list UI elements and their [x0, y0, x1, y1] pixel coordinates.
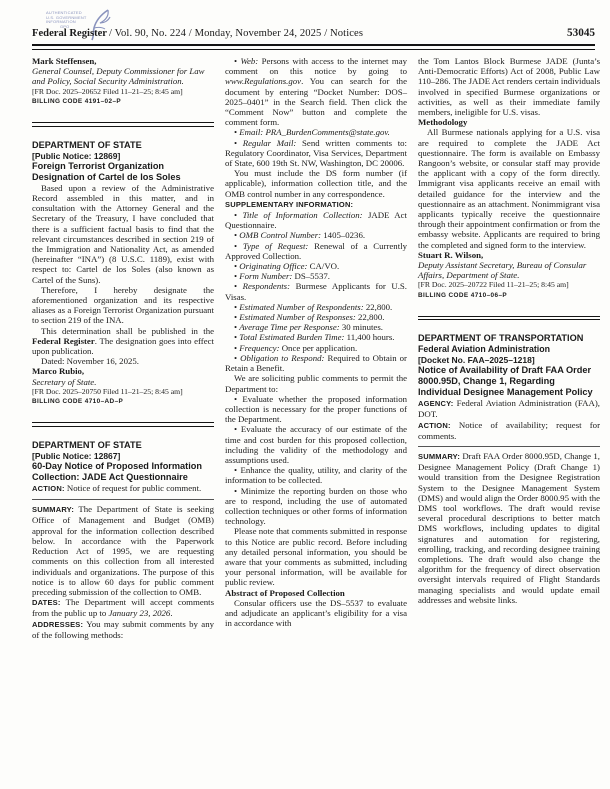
column-left [32, 56, 214, 640]
paragraph: All Burmese nationals applying for a U.S. visa are required to complete the JADE Act questionnaire. The form is available on Embassy Rangoon’s website, or consular staff may provide the applicant with a copy of the form directly. Immigrant visa applicants receive an email with detailed guidance for the interview and the questionnaire as an attachment. Nonimmigrant visa applicants typically receive the questionnaire through their appointment confirmation or from the embassy website. Applicants are required to bring the completed and signed form to the interview. [418, 127, 600, 250]
thin-rule [32, 499, 214, 500]
volume-date-line: / Vol. 90, No. 224 / Monday, November 24, 2025 / Notices [109, 28, 364, 39]
field-label: DATES: [32, 598, 61, 608]
billing-code: BILLING CODE 4710–AD–P [32, 398, 124, 406]
paragraph: • Enhance the quality, utility, and clarity of the information to be collected. [225, 465, 407, 486]
paragraph: • Minimize the reporting burden on those who are to respond, including the use of automated collection techniques or other forms of information technology. [225, 485, 407, 527]
billing-code: BILLING CODE 4710–06–P [418, 291, 508, 299]
subheading: Abstract of Proposed Collection [225, 587, 345, 598]
paragraph: • Title of Information Collection: JADE Act Questionnaire. [225, 210, 408, 231]
signature-title: Secretary of State. [32, 376, 97, 387]
signature-name: Stuart R. Wilson, [418, 249, 484, 260]
paragraph: We are soliciting public comments to permit the Department to: [225, 373, 407, 394]
gpo-logo-text: AUTHENTICATED U.S. GOVERNMENT INFORMATION GPO [46, 10, 87, 29]
labeled-paragraph [225, 199, 407, 210]
section-rule [32, 422, 214, 427]
publication-title: Federal Register [32, 28, 108, 39]
field-label: SUMMARY: [418, 451, 461, 461]
page-number: 53045 [567, 27, 595, 39]
column-middle [225, 56, 407, 640]
department-heading: DEPARTMENT OF STATE [32, 439, 142, 450]
labeled-paragraph: DATES: The Department will accept comments from the public up to January 23, 2026. [32, 597, 214, 619]
field-label: AGENCY: [418, 399, 454, 409]
section-rule [32, 122, 214, 127]
paragraph: • OMB Control Number: 1405–0236. [234, 230, 366, 241]
paragraph: Based upon a review of the Administrative Record assembled in this matter, and in consultation with the Attorney General and the Secretary of the Treasury, I have concluded that there is a sufficient factual basis to find that the relevant circumstances described in section 219 of the Immigration and Nationality Act, as amended (hereinafter “INA”) (8 U.S.C. 1189), exist with respect to: Cartel de los Soles (also known as Cartel of the Suns). [32, 182, 214, 285]
paragraph: • Email: PRA_BurdenComments@state.gov. [234, 127, 390, 138]
paragraph: • Estimated Number of Responses: 22,800. [234, 312, 385, 323]
signature-name: Marco Rubio, [32, 366, 85, 377]
field-label: ADDRESSES: [32, 619, 84, 629]
department-heading: DEPARTMENT OF STATE [32, 139, 142, 150]
paragraph: • Originating Office: CA/VO. [234, 261, 340, 272]
notice-title: Foreign Terrorist Organization Designation of Cartel de los Soles [32, 160, 181, 182]
notice-title: Notice of Availability of Draft FAA Order 8000.95D, Change 1, Regarding Individual Designee Management Policy [418, 365, 593, 398]
header-divider [32, 44, 595, 50]
field-label: SUPPLEMENTARY INFORMATION: [225, 199, 354, 209]
column-right [418, 56, 600, 640]
docket-number: [Public Notice: 12869] [32, 150, 121, 161]
thin-rule [418, 446, 600, 447]
three-column-body [32, 56, 600, 640]
paragraph: Therefore, I hereby designate the aforementioned organization and its respective aliases as a Foreign Terrorist Organization pursuant to section 219 of the INA. [32, 284, 214, 326]
docket-number: [Docket No. FAA–2025–1218] [418, 354, 535, 365]
paragraph: You must include the DS form number (if applicable), information collection title, and the OMB control number in any correspondence. [225, 168, 407, 199]
section-rule [418, 316, 600, 321]
frdoc-line: [FR Doc. 2025–20722 Filed 11–21–25; 8:45 am] [418, 280, 569, 290]
paragraph: Please note that comments submitted in response to this Notice are public record. Before including any detailed personal information, you should be aware that your comments as submitted, including your personal information, will be available for public review. [225, 526, 407, 588]
frdoc-line: [FR Doc. 2025–20750 Filed 11–21–25; 8:45 am] [32, 386, 183, 396]
paragraph: • Estimated Number of Respondents: 22,800. [234, 301, 393, 312]
labeled-paragraph: AGENCY: Federal Aviation Administration (FAA), DOT. [418, 398, 600, 420]
paragraph: • Total Estimated Burden Time: 11,400 hours. [234, 332, 395, 343]
agency-heading: Federal Aviation Administration [418, 344, 550, 355]
department-heading: DEPARTMENT OF TRANSPORTATION [418, 333, 584, 344]
field-label: ACTION: [32, 484, 65, 494]
labeled-paragraph: ACTION: Notice of request for public comment. [32, 483, 202, 494]
field-label: ACTION: [418, 420, 451, 430]
field-label: SUMMARY: [32, 505, 75, 515]
signature-title: Deputy Assistant Secretary, Bureau of Consular Affairs, Department of State. [418, 260, 587, 281]
signature-name: Mark Steffensen, [32, 56, 97, 66]
paragraph: • Type of Request: Renewal of a Currently Approved Collection. [225, 240, 407, 261]
paragraph: • Form Number: DS–5537. [234, 271, 330, 282]
billing-code: BILLING CODE 4191–02–P [32, 97, 122, 105]
paragraph: the Tom Lantos Block Burmese JADE (Junta’s Anti-Democratic Efforts) Act of 2008, Public Law 110–286. The JADE Act renders certain individuals involved in specified Burmese organizations or activities, as well as their immediate family members, ineligible for U.S. visas. [418, 56, 601, 118]
paragraph: • Respondents: Burmese Applicants for U.S. Visas. [225, 281, 407, 302]
paragraph: • Web: Persons with access to the internet may comment on this notice by going to www.Regulations.gov. You can search for the document by entering “Docket Number: DOS–2025–0401” in the Search field. Then click the “Comment Now” button and complete the comment form. [225, 56, 407, 128]
page-header [32, 27, 595, 39]
paragraph: • Average Time per Response: 30 minutes. [234, 322, 383, 333]
labeled-paragraph: SUMMARY: The Department of State is seeking Office of Management and Budget (OMB) approval for the information collection described below. In accordance with the Paperwork Reduction Act of 1995, we are requesting comments on this collection from all interested individuals and organizations. The purpose of this notice is to allow 60 days for public comment preceding submission of the collection to OMB. [32, 504, 214, 597]
paragraph: • Frequency: Once per application. [234, 342, 358, 353]
docket-number: [Public Notice: 12867] [32, 450, 121, 461]
paragraph: Dated: November 16, 2025. [41, 356, 139, 367]
paragraph: • Evaluate the accuracy of our estimate of the time and cost burden for this proposed collection, including the validity of the methodology and assumptions used. [225, 424, 407, 465]
paragraph: • Regular Mail: Send written comments to: Regulatory Coordinator, Visa Services, Department of State, 600 19th St. NW, Washington, DC 20006. [225, 137, 407, 169]
paragraph: • Evaluate whether the proposed information collection is necessary for the proper functions of the Department. [225, 393, 407, 425]
frdoc-line: [FR Doc. 2025–20652 Filed 11–21–25; 8:45 am] [32, 86, 183, 96]
signature-title: General Counsel, Deputy Commissioner for Law and Policy, Social Security Administration. [32, 66, 205, 87]
notice-title: 60-Day Notice of Proposed Information Collection: JADE Act Questionnaire [32, 461, 202, 483]
subheading: Methodology [418, 117, 468, 128]
labeled-paragraph: ACTION: Notice of availability; request for comments. [418, 419, 600, 441]
labeled-paragraph: ADDRESSES: You may submit comments by any of the following methods: [32, 618, 214, 640]
labeled-paragraph: SUMMARY: Draft FAA Order 8000.95D, Change 1, Designee Management Policy (Draft Change 1) would transition from the Designee Registration System to the Designee Management System (DMS) and would align the Order 8000.95 with the DMS tool workflows. The draft would revise several procedural descriptions to better match DMS workflows, including updates to digital signatures and automation for registering, enrolling, tracking, and recording designee training completions. The draft would also change the algorithm for the frequency of direct observation oversight intervals required of Flight Standards managing specialists and would update email addresses and website links. [418, 450, 600, 605]
paragraph: • Obligation to Respond: Required to Obtain or Retain a Benefit. [225, 352, 407, 374]
paragraph: Consular officers use the DS–5537 to evaluate and adjudicate an applicant’s eligibility for a visa in accordance with [225, 597, 407, 629]
paragraph: This determination shall be published in the Federal Register. The designation goes into effect upon publication. [32, 325, 214, 357]
